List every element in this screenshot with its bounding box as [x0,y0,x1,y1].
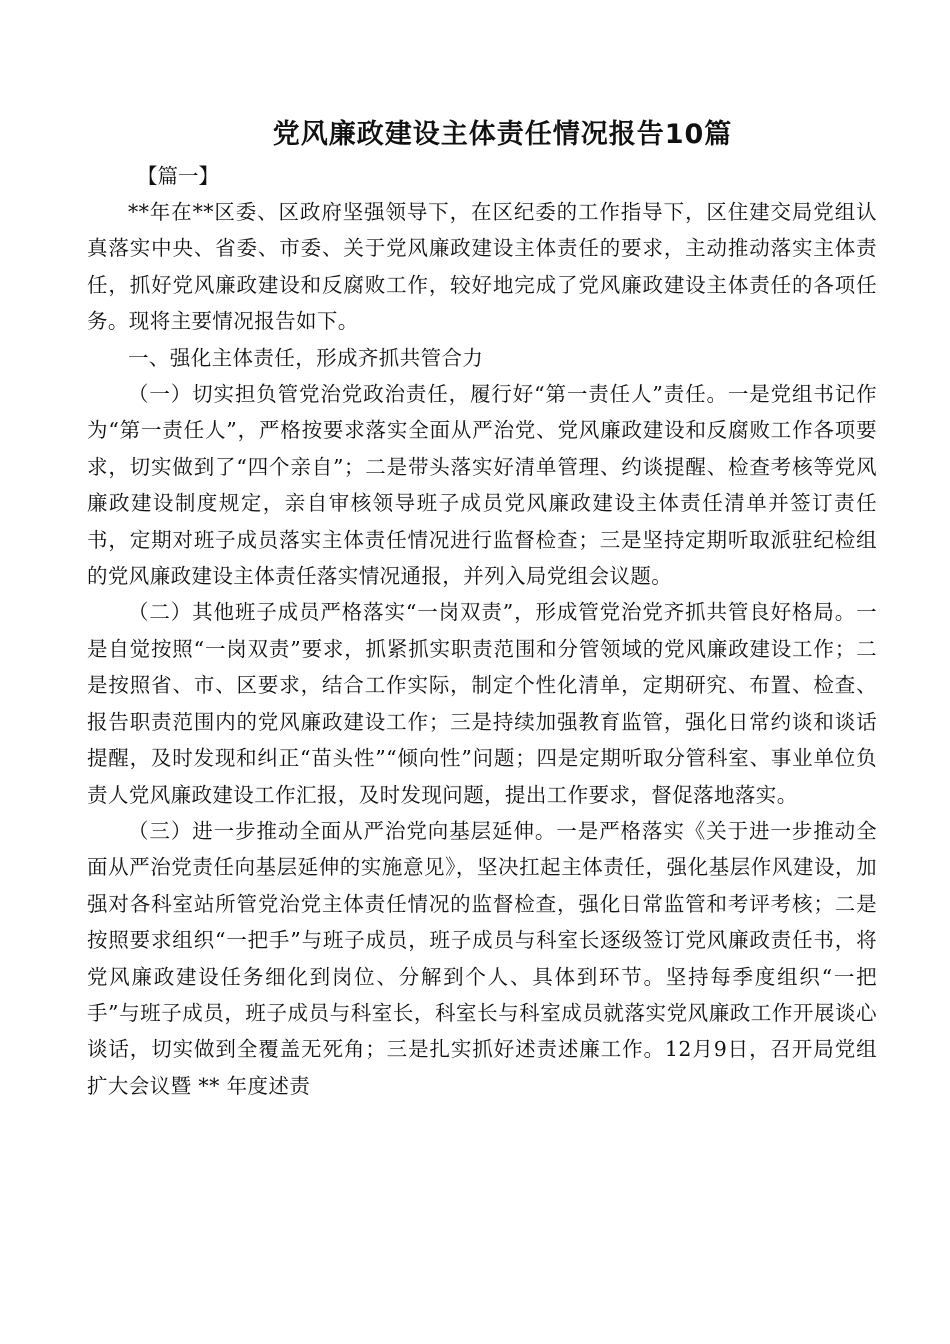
section-heading: 一、强化主体责任，形成齐抓共管合力 [128,345,484,370]
section-label: 【篇一】 [137,164,219,188]
document-body [87,158,877,1104]
body-paragraph-1: （一）切实担负管党治党政治责任，履行好“第一责任人”责任。一是党组书记作为“第一责任人”，严格按要求落实全面从严治党、党风廉政建设和反腐败工作各项要求，切实做到了“四个亲自”；二是带头落实好清单管理、约谈提醒、检查考核等党风廉政建设制度规定，亲自审核领导班子成员党风廉政建设主体责任清单并签订责任书，定期对班子成员落实主体责任情况进行监督检查；三是坚持定期听取派驻纪检组的党风廉政建设主体责任落实情况通报，并列入局党组会议题。 [87,382,877,589]
document-title: 党风廉政建设主体责任情况报告10篇 [272,119,733,151]
body-paragraph-3: （三）进一步推动全面从严治党向基层延伸。一是严格落实《关于进一步推动全面从严治党责任向基层延伸的实施意见》，坚决扛起主体责任，强化基层作风建设，加强对各科室站所管党治党主体责任情况的监督检查，强化日常监管和考评考核；二是按照要求组织“一把手”与班子成员，班子成员与科室长逐级签订党风廉政责任书，将党风廉政建设任务细化到岗位、分解到个人、具体到环节。坚持每季度组织“一把手”与班子成员，班子成员与科室长，科室长与科室成员就落实党风廉政工作开展谈心谈话，切实做到全覆盖无死角；三是扎实抓好述责述廉工作。12月9日，召开局党组扩大会议暨 ** 年度述责 [87,818,877,1098]
intro-paragraph: **年在**区委、区政府坚强领导下，在区纪委的工作指导下，区住建交局党组认真落实中央、省委、市委、关于党风廉政建设主体责任的要求，主动推动落实主体责任，抓好党风廉政建设和反腐败工作，较好地完成了党风廉政建设主体责任的各项任务。现将主要情况报告如下。 [87,200,877,334]
body-paragraph-2: （二）其他班子成员严格落实“一岗双责”，形成管党治党齐抓共管良好格局。一是自觉按照“一岗双责”要求，抓紧抓实职责范围和分管领域的党风廉政建设工作；二是按照省、市、区要求，结合工作实际，制定个性化清单，定期研究、布置、检查、报告职责范围内的党风廉政建设工作；三是持续加强教育监管，强化日常约谈和谈话提醒，及时发现和纠正“苗头性”“倾向性”问题；四是定期听取分管科室、事业单位负责人党风廉政建设工作汇报，及时发现问题，提出工作要求，督促落地落实。 [87,600,877,807]
